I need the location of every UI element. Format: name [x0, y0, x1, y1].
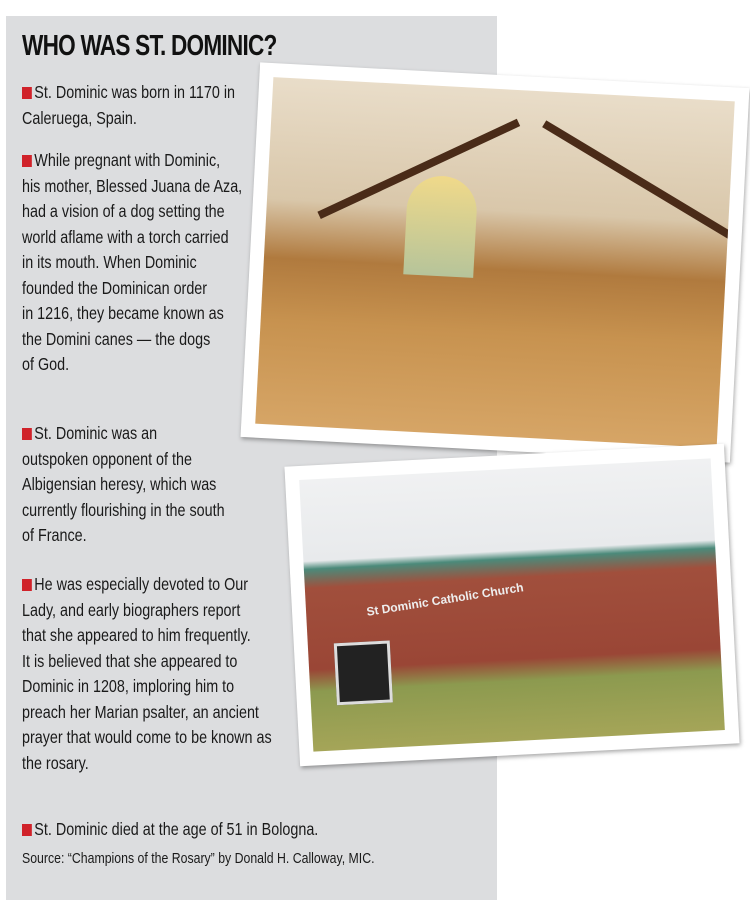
bullet-square-icon [22, 579, 32, 591]
fact-paragraph [22, 421, 225, 549]
church-exterior-photo [284, 444, 739, 767]
paragraph-line: the Domini canes — the dogs [22, 328, 211, 349]
source-credit: Source: “Champions of the Rosary” by Donald H. Calloway, MIC. [22, 850, 375, 867]
paragraph-line: St. Dominic died at the age of 51 in Bologna. [34, 819, 319, 839]
paragraph-line: While pregnant with Dominic, [34, 150, 221, 170]
paragraph-line: in 1216, they became known as [22, 303, 224, 323]
paragraph-line: St. Dominic was an [34, 423, 158, 443]
fact-paragraph [22, 817, 318, 843]
paragraph-line: St. Dominic was born in 1170 in [34, 82, 236, 102]
paragraph-line: It is believed that she appeared to [22, 650, 238, 671]
paragraph-line: that she appeared to him frequently. [22, 625, 251, 645]
paragraph-line: Albigensian heresy, which was [22, 474, 217, 494]
bullet-square-icon [22, 824, 32, 836]
paragraph-line: currently flourishing in the south [22, 499, 225, 520]
paragraph-line: his mother, Blessed Juana de Aza, [22, 175, 243, 196]
altar-mosaic [403, 174, 478, 278]
paragraph-line: founded the Dominican order [22, 277, 208, 298]
fact-paragraph [22, 572, 272, 776]
bullet-square-icon [22, 87, 32, 99]
paragraph-line: the rosary. [22, 752, 89, 773]
paragraph-line: Dominic in 1208, imploring him to [22, 676, 235, 696]
paragraph-line: in its mouth. When Dominic [22, 252, 197, 272]
fact-paragraph [22, 80, 235, 131]
paragraph-line: He was especially devoted to Our [34, 574, 249, 594]
paragraph-line: of France. [22, 525, 87, 545]
paragraph-line: preach her Marian psalter, an ancient [22, 701, 259, 722]
sidebar-title: WHO WAS ST. DOMINIC? [22, 30, 277, 62]
paragraph-line: prayer that would come to be known as [22, 727, 272, 747]
bullet-square-icon [22, 428, 32, 440]
bullet-square-icon [22, 155, 32, 167]
paragraph-line: Caleruega, Spain. [22, 107, 137, 128]
paragraph-line: had a vision of a dog setting the [22, 201, 225, 221]
paragraph-line: of God. [22, 354, 70, 374]
paragraph-line: world aflame with a torch carried [22, 226, 229, 247]
paragraph-line: Lady, and early biographers report [22, 599, 241, 620]
fact-paragraph [22, 148, 242, 378]
paragraph-line: outspoken opponent of the [22, 448, 192, 469]
church-sign-board [334, 640, 393, 705]
church-name-sign: St Dominic Catholic Church [365, 580, 525, 619]
church-interior-photo [241, 62, 750, 462]
